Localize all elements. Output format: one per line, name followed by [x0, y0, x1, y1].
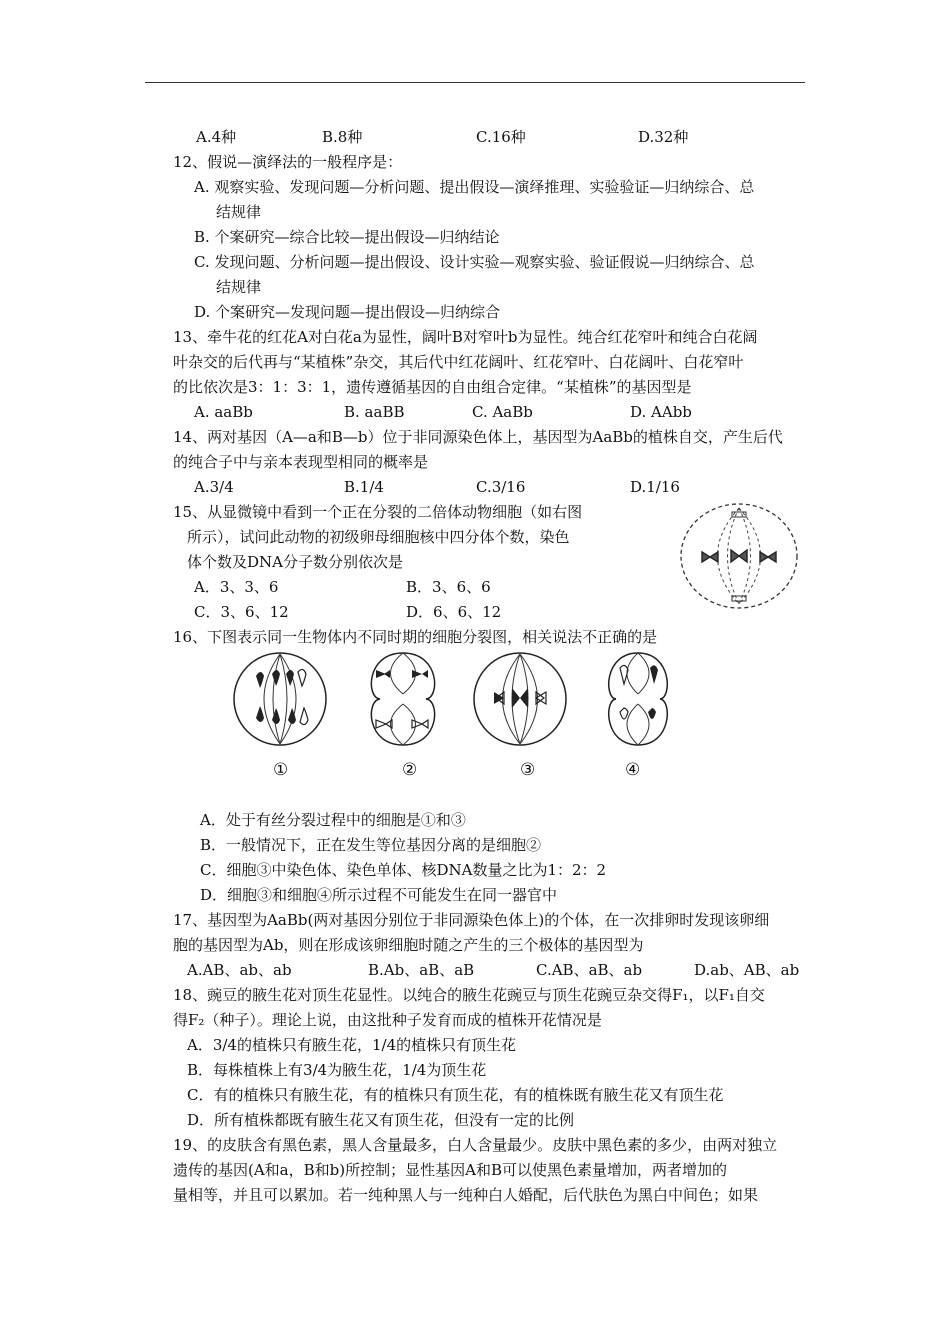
q17-option-a: A.AB、ab、ab	[187, 961, 292, 979]
q19-stem-line3: 量相等，并且可以累加。若一纯种黑人与一纯种白人婚配，后代肤色为黑白中间色；如果	[173, 1186, 759, 1204]
q15-stem-line2: 所示），试问此动物的初级卵母细胞核中四分体个数，染色	[187, 528, 570, 546]
q14-option-d: D.1/16	[630, 478, 680, 496]
q14-option-a: A.3/4	[194, 478, 234, 496]
q18-stem-line2: 得F₂（种子）。理论上说，由这批种子发育而成的植株开花情况是	[173, 1011, 602, 1029]
q13-option-a: A. aaBb	[194, 403, 253, 421]
q15-option-b: B．3、6、6	[406, 578, 491, 596]
q13-option-c: C. AaBb	[472, 403, 533, 421]
q14-stem-line2: 的纯合子中与亲本表现型相同的概率是	[173, 453, 429, 471]
q15-option-d: D．6、6、12	[406, 603, 502, 621]
q16-stem: 16、下图表示同一生物体内不同时期的细胞分裂图，相关说法不正确的是	[173, 628, 658, 646]
q16-option-b: B．一般情况下，正在发生等位基因分离的是细胞②	[200, 836, 542, 854]
q12-option-a-cont: 结规律	[216, 203, 262, 221]
q12-stem: 12、假说—演绎法的一般程序是：	[173, 153, 403, 171]
q17-option-d: D.ab、AB、ab	[694, 961, 800, 979]
q15-option-c: C．3、6、12	[194, 603, 289, 621]
q19-stem-line2: 遗传的基因(A和a，B和b)所控制；显性基因A和B可以使黑色素量增加，两者增加的	[173, 1161, 727, 1179]
q13-option-d: D. AAbb	[630, 403, 692, 421]
q18-option-c: C．有的植株只有腋生花，有的植株只有顶生花，有的植株既有腋生花又有顶生花	[187, 1086, 724, 1104]
q15-stem-line3: 体个数及DNA分子数分别依次是	[187, 553, 403, 571]
q13-stem-line2: 叶杂交的后代再与“某植株”杂交，其后代中红花阔叶、红花窄叶、白花阔叶、白花窄叶	[173, 353, 744, 371]
q14-option-c: C.3/16	[476, 478, 526, 496]
q12-option-c-cont: 结规律	[216, 278, 262, 296]
q12-option-d: D. 个案研究—发现问题—提出假设—归纳综合	[194, 303, 501, 321]
q17-stem-line1: 17、基因型为AaBb(两对基因分别位于非同源染色体上)的个体，在一次排卵时发现该卵细	[173, 911, 770, 929]
q16-cell-3	[470, 648, 570, 750]
q13-stem-line3: 的比依次是3：1：3：1，遗传遵循基因的自由组合定律。“某植株”的基因型是	[173, 378, 692, 396]
q11-option-c: C.16种	[476, 128, 526, 146]
q12-option-a: A. 观察实验、发现问题—分析问题、提出假设—演绎推理、实验验证—归纳综合、总	[194, 178, 755, 196]
q11-option-d: D.32种	[638, 128, 689, 146]
q15-cell-figure	[676, 500, 802, 612]
q16-label-1: ①	[273, 760, 289, 780]
q18-stem-line1: 18、豌豆的腋生花对顶生花显性。以纯合的腋生花豌豆与顶生花豌豆杂交得F₁，以F₁自交	[173, 986, 765, 1004]
q16-label-3: ③	[520, 760, 536, 780]
q16-cell-1	[230, 648, 330, 750]
q14-stem-line1: 14、两对基因（A—a和B—b）位于非同源染色体上，基因型为AaBb的植株自交，产生后代	[173, 428, 783, 446]
q18-option-d: D．所有植株都既有腋生花又有顶生花，但没有一定的比例	[187, 1111, 575, 1129]
q13-option-b: B. aaBB	[344, 403, 405, 421]
q17-option-b: B.Ab、aB、aB	[368, 961, 475, 979]
q16-label-2: ②	[402, 760, 418, 780]
q15-stem-line1: 15、从显微镜中看到一个正在分裂的二倍体动物细胞（如右图	[173, 503, 583, 521]
q16-option-d: D．细胞③和细胞④所示过程不可能发生在同一器官中	[200, 886, 558, 904]
q19-stem-line1: 19、的皮肤含有黑色素，黑人含量最多，白人含量最少。皮肤中黑色素的多少，由两对独立	[173, 1136, 778, 1154]
q16-cell-4	[598, 648, 678, 750]
header-rule	[145, 82, 805, 83]
q17-option-c: C.AB、aB、ab	[536, 961, 643, 979]
q13-stem-line1: 13、牵牛花的红花A对白花a为显性，阔叶B对窄叶b为显性。纯合红花窄叶和纯合白花阔	[173, 328, 758, 346]
q11-option-b: B.8种	[322, 128, 363, 146]
q15-option-a: A．3、3、6	[194, 578, 279, 596]
q16-option-a: A．处于有丝分裂过程中的细胞是①和③	[200, 811, 466, 829]
q18-option-a: A．3/4的植株只有腋生花，1/4的植株只有顶生花	[187, 1036, 517, 1054]
q11-option-a: A.4种	[196, 128, 237, 146]
q18-option-b: B．每株植株上有3/4为腋生花，1/4为顶生花	[187, 1061, 487, 1079]
q16-label-4: ④	[625, 760, 641, 780]
q12-option-b: B. 个案研究—综合比较—提出假设—归纳结论	[194, 228, 500, 246]
q17-stem-line2: 胞的基因型为Ab，则在形成该卵细胞时随之产生的三个极体的基因型为	[173, 936, 644, 954]
q16-cell-2	[358, 648, 448, 750]
q14-option-b: B.1/4	[344, 478, 384, 496]
q12-option-c: C. 发现问题、分析问题—提出假设、设计实验—观察实验、验证假说—归纳综合、总	[194, 253, 755, 271]
q16-option-c: C．细胞③中染色体、染色单体、核DNA数量之比为1：2：2	[200, 861, 607, 879]
